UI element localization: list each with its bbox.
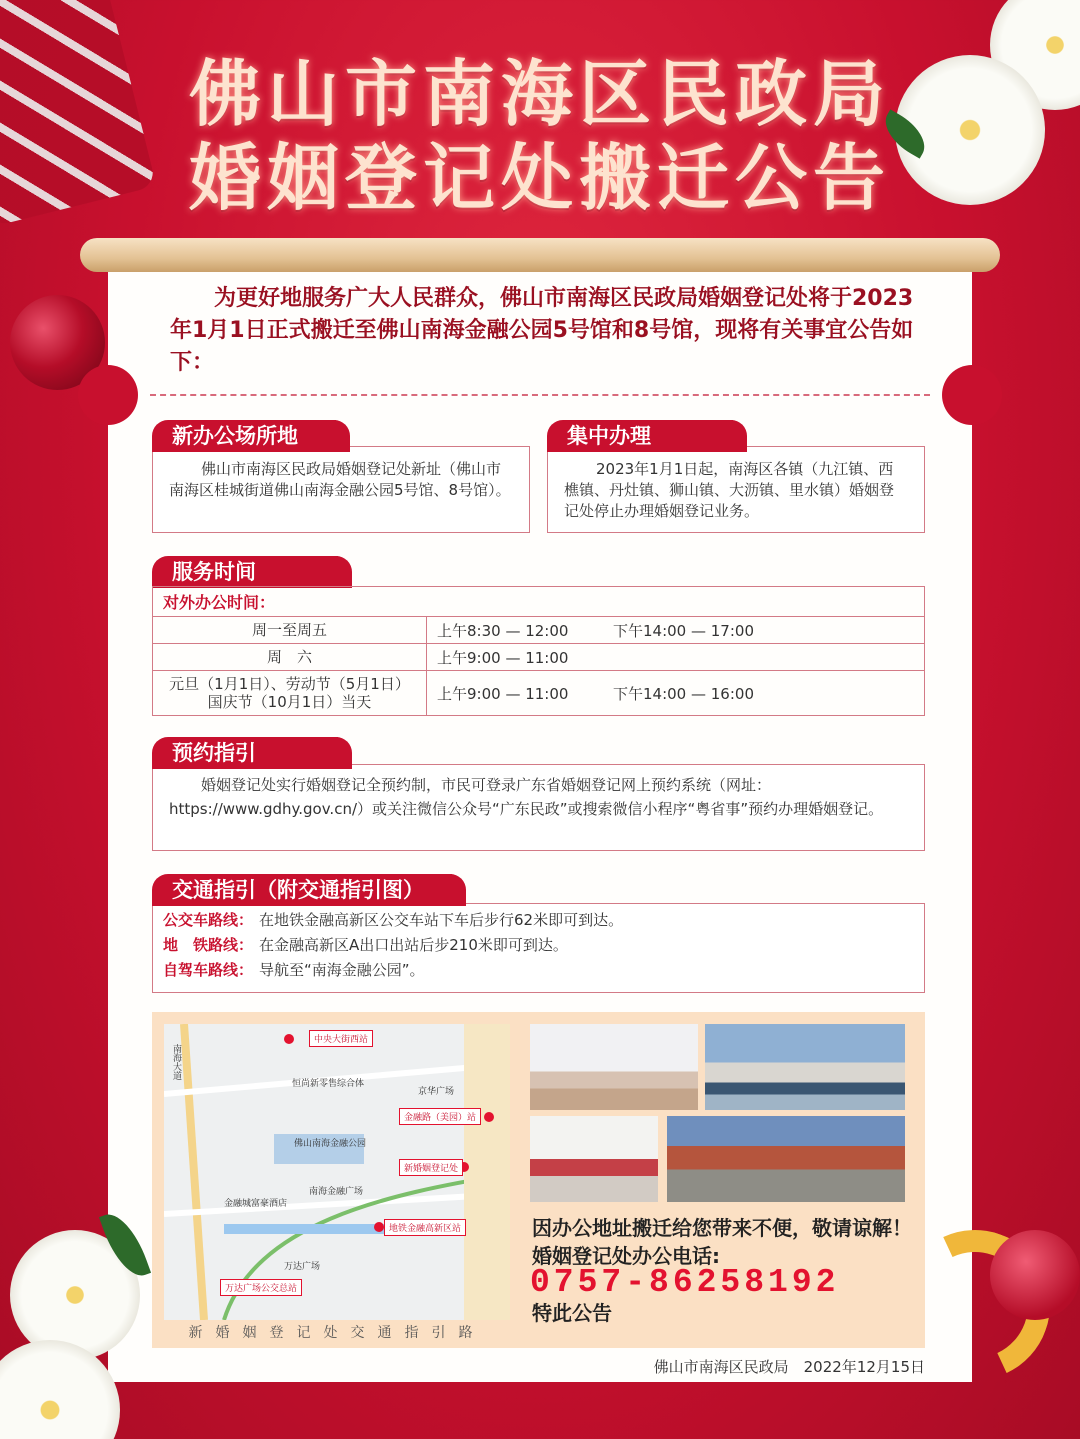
- map-label: 地铁金融高新区站: [384, 1219, 466, 1236]
- appointment-box: [152, 764, 925, 851]
- traffic-box: [152, 903, 925, 993]
- divider: [150, 394, 930, 396]
- route-text: 导航至“南海金融公园”。: [259, 961, 425, 979]
- page-title: [0, 52, 1080, 220]
- phone-label: 婚姻登记处办公电话:: [532, 1244, 720, 1268]
- intro-text: 为更好地服务广大人民群众，佛山市南海区民政局婚姻登记处将于2023年1月1日正式搬迁至佛山南海金融公园5号馆和8号馆，现将有关事宜公告如下：: [170, 286, 914, 375]
- route-text: 在地铁金融高新区公交车站下车后步行62米即可到达。: [259, 911, 624, 929]
- list-item: [163, 933, 914, 958]
- list-item: [163, 958, 914, 983]
- map-place: 京华广场: [418, 1087, 455, 1097]
- route-label: 公交车路线：: [163, 911, 254, 929]
- map-place: 南海金融广场: [309, 1187, 364, 1197]
- map-place: 恒尚新零售综合体: [292, 1079, 365, 1089]
- route-label: 自驾车路线：: [163, 961, 254, 979]
- notice-end: 特此公告: [532, 1301, 612, 1325]
- map-place: 南海大道: [171, 1044, 181, 1080]
- map-pin: [284, 1034, 294, 1044]
- flower-decoration: [0, 1340, 120, 1439]
- signature: 佛山市南海区民政局 2022年12月15日: [653, 1358, 925, 1376]
- hours-am: 上午9:00 — 11:00: [437, 684, 569, 703]
- ceremony-hall-photo: [530, 1116, 658, 1202]
- hours-pm: 下午14:00 — 17:00: [613, 621, 754, 640]
- hours-am: 上午9:00 — 11:00: [437, 648, 569, 667]
- map-pin: [374, 1222, 384, 1232]
- hours-heading: 服务时间: [152, 556, 338, 588]
- address-heading: 新办公场所地址: [152, 420, 336, 452]
- hours-day: 周 六: [153, 644, 427, 671]
- paper-notch-right: [942, 365, 1002, 425]
- map-label: 中央大街西站: [309, 1030, 373, 1047]
- map-road: [464, 1024, 510, 1320]
- phone-number: 0757-86258192: [530, 1264, 840, 1301]
- table-row: [153, 587, 925, 617]
- heart-decoration: [990, 1230, 1080, 1320]
- hours-day: 周一至周五: [153, 617, 427, 644]
- list-item: [163, 908, 914, 933]
- map-pin: [484, 1112, 494, 1122]
- map-label: 金融路（美园）站: [399, 1108, 481, 1125]
- map-place: 佛山南海金融公园: [294, 1139, 367, 1149]
- traffic-heading: 交通指引（附交通指引图）: [152, 874, 452, 906]
- scroll-rod: [80, 238, 1000, 272]
- hours-pm: 下午14:00 — 16:00: [613, 684, 754, 703]
- paper-notch-left: [78, 365, 138, 425]
- closing-text: [532, 1214, 912, 1270]
- address-box: [152, 446, 530, 533]
- appointment-text: 婚姻登记处实行婚姻登记全预约制，市民可登录广东省婚姻登记网上预约系统（网址：https://www.gdhy.gov.cn/）或关注微信公众号“广东民政”或搜索微信小程序“粤省事”预约办理婚姻登记。: [169, 776, 884, 818]
- centralized-text: 2023年1月1日起，南海区各镇（九江镇、西樵镇、丹灶镇、狮山镇、大沥镇、里水镇）婚姻登记处停止办理婚姻登记业务。: [564, 460, 895, 520]
- appointment-heading: 预约指引: [152, 737, 338, 769]
- apology-text: 因办公地址搬迁给您带来不便，敬请谅解！: [532, 1216, 912, 1240]
- hours-day: 元旦（1月1日）、劳动节（5月1日）: [169, 675, 410, 693]
- centralized-heading: 集中办理: [547, 420, 733, 452]
- map-place: 万达广场: [284, 1262, 321, 1272]
- table-row: [153, 644, 925, 671]
- hours-table: [152, 586, 925, 716]
- centralized-box: [547, 446, 925, 533]
- traffic-map: [164, 1024, 510, 1320]
- address-text: 佛山市南海区民政局婚姻登记处新址（佛山市南海区桂城街道佛山南海金融公园5号馆、8号馆）。: [169, 460, 511, 499]
- title-line-2: 婚姻登记处搬迁公告: [188, 136, 891, 220]
- map-label: 万达广场公交总站: [220, 1279, 302, 1296]
- pavilion-photo: [667, 1116, 905, 1202]
- table-row: [153, 617, 925, 644]
- route-text: 在金融高新区A出口出站后步210米即可到达。: [259, 936, 568, 954]
- map-label: 新婚姻登记处: [399, 1159, 463, 1176]
- hours-day-2: 国庆节（10月1日）当天: [207, 693, 372, 711]
- table-row: [153, 671, 925, 716]
- building-exterior-photo: [705, 1024, 905, 1110]
- route-label: 地 铁路线：: [163, 936, 254, 954]
- hours-am: 上午8:30 — 12:00: [437, 621, 569, 640]
- hours-subheading: 对外办公时间：: [153, 587, 925, 617]
- map-place: 金融城富豪酒店: [224, 1199, 288, 1209]
- title-line-1: 佛山市南海区民政局: [188, 52, 891, 136]
- map-caption: 新婚姻登记处交通指引路: [188, 1325, 486, 1341]
- office-interior-photo: [530, 1024, 698, 1110]
